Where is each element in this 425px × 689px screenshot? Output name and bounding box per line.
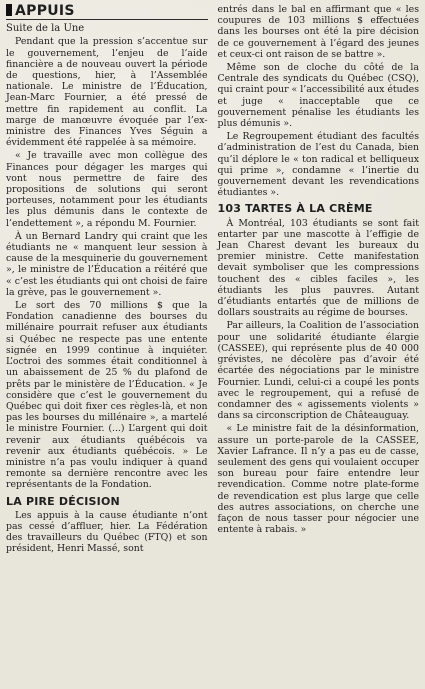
column-right	[218, 4, 420, 557]
paragraph: Le sort des 70 millions $ que la Fondation canadienne des bourses du millénaire pourrait refuser aux étudiants si Québec ne respecte pas une entente signée en 1999 continue à inquiéter. L’octroi des sommes était conditionnel à un abaissement de 25 % du plafond de prêts par le ministère de l’Éducation. « Je considère que c’est le gouvernement du Québec qui doit fixer ces règles-là, et non pas les bourses du millénaire », a martelé le ministre Fournier. (...) L’argent qui doit revenir aux étudiants québécois va revenir aux étudiants québécois. » Le ministre n’a pas voulu indiquer à quand remonte sa dernière rencontre avec les représentants de la Fondation.	[6, 300, 208, 491]
paragraph: « Le ministre fait de la désinformation, assure un porte-parole de la CASSEE, Xavier Lafrance. Il n’y a pas eu de casse, seulement des gens qui voulaient occuper son bureau pour faire entendre leur revendication. Comme notre plate-forme de revendication est plus large que celle des autres associations, on cherche une façon de nous tasser pour négocier une entente à rabais. »	[217, 423, 419, 536]
suite-label: Suite de la Une	[6, 23, 85, 35]
paragraph: Pendant que la pression s’accentue sur le gouvernement, l’enjeu de l’aide financière a de nouveau ouvert la période de questions, hier, à l’Assemblée nationale. Le ministre de l’Éducation, Jean-Marc Fournier, a été pressé de mettre fin rapidement au conflit. La marge de manœuvre évoquée par l’ex-ministre des Finances Yves Séguin a évidemment été rappelée à sa mémoire.	[6, 36, 208, 149]
section-title	[6, 4, 208, 17]
subheading: LA PIRE DÉCISION	[6, 494, 120, 508]
paragraph: « Je travaille avec mon collègue des Finances pour dégager les marges qui vont nous permettre de faire des propositions de solutions qui seront porteuses, notamment pour les étudiants les plus démunis dans le contexte de l’endettement », a répondu M. Fournier.	[6, 150, 208, 229]
subheading: 103 TARTES À LA CRÈME	[217, 202, 373, 216]
column-left	[6, 4, 208, 557]
article-columns	[6, 4, 419, 557]
paragraph: À Montréal, 103 étudiants se sont fait entarter par une mascotte à l’effigie de Jean Charest devant les bureaux du premier ministre. Cette manifestation devait symboliser que les compressions touchent des « cibles faciles », les étudiants les plus pauvres. Autant d’étudiants entartés que de millions de dollars soustraits au régime de bourses.	[217, 217, 419, 319]
paragraph: entrés dans le bal en affirmant que « les coupures de 103 millions $ effectuées dans les bourses ont été la pire décision de ce gouvernement à l’égard des jeunes et ceux-ci ont raison de se battre ».	[217, 4, 419, 60]
section-bar-icon	[6, 4, 12, 16]
paragraph: Par ailleurs, la Coalition de l’association pour une solidarité étudiante élargie (CASSEE), qui représente plus de 40 000 grévistes, ne décolère pas d’avoir été écartée des négociations par le ministre Fournier. Lundi, celui-ci a coupé les ponts avec le regroupement, qui a refusé de condamner des « agissements violents » dans sa circonscription de Châteauguay.	[217, 320, 419, 422]
section-title-text: APPUIS	[15, 3, 75, 19]
title-rule	[6, 19, 208, 20]
paragraph: Le Regroupement étudiant des facultés d’administration de l’est du Canada, bien qu’il déplore le « ton radical et belliqueux qui prime », condamne « l’inertie du gouvernement devant les revendications étudiantes ».	[217, 131, 419, 199]
paragraph: Les appuis à la cause étudiante n’ont pas cessé d’affluer, hier. La Fédération des travailleurs du Québec (FTQ) et son président, Henri Massé, sont	[6, 509, 208, 555]
paragraph: Même son de cloche du côté de la Centrale des syndicats du Québec (CSQ), qui craint pour « l’accessibilité aux études et juge « inacceptable que ce gouvernement pénalise les étudiants les plus démunis ».	[217, 62, 419, 130]
paragraph: À un Bernard Landry qui craint que les étudiants ne « manquent leur session à cause de la mesquinerie du gouvernement », le ministre de l’Éducation a réitéré que « c’est les étudiants qui ont choisi de faire la grève, pas le gouvernement ».	[6, 230, 208, 298]
